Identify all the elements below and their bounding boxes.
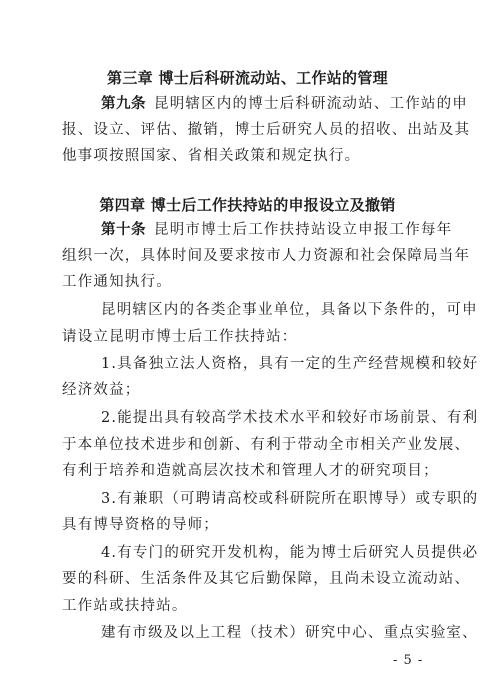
condition-1-line-2: 经济效益； — [62, 382, 141, 398]
condition-4-line-1: 4.有专门的研究开发机构，能为博士后研究人员提供必 — [101, 545, 479, 561]
condition-4-line-3: 工作站或扶持站。 — [62, 598, 188, 614]
condition-3-line-2: 具有博导资格的导师； — [62, 517, 219, 533]
chapter-3-heading: 第三章 博士后科研流动站、工作站的管理 — [107, 69, 388, 87]
condition-4-line-2: 要的科研、生活条件及其它后勤保障，且尚未设立流动站、 — [62, 571, 471, 587]
conditions-intro-line-2: 请设立昆明市博士后工作扶持站： — [62, 329, 298, 345]
article-10-line-3: 工作通知执行。 — [62, 274, 172, 290]
article-10-line-2: 组织一次，具体时间及要求按市人力资源和社会保障局当年 — [62, 248, 471, 264]
condition-2-line-3: 有利于培养和造就高层次技术和管理人才的研究项目； — [62, 463, 439, 479]
condition-2-line-1: 2.能提出具有较高学术技术水平和较好市场前景、有利 — [101, 410, 479, 426]
conditions-intro-line-1: 昆明辖区内的各类企事业单位，具备以下条件的，可申 — [101, 302, 478, 318]
condition-1-line-1: 1.具备独立法人资格，具有一定的生产经营规模和较好 — [101, 356, 479, 372]
article-9-first-line — [101, 94, 468, 114]
article-9-line-2: 报、设立、评估、撤销，博士后研究人员的招收、出站及其 — [62, 122, 471, 138]
article-9-line-3: 他事项按照国家、省相关政策和规定执行。 — [62, 148, 361, 164]
chapter-4-heading: 第四章 博士后工作扶持站的申报设立及撤销 — [99, 196, 396, 214]
closing-paragraph-line-1: 建有市级及以上工程（技术）研究中心、重点实验室、 — [101, 625, 478, 641]
article-9-text: 昆明辖区内的博士后科研流动站、工作站的申 — [154, 96, 468, 112]
page-number: - 5 - — [393, 653, 424, 668]
article-9-label: 第九条 — [101, 96, 146, 112]
article-10-label: 第十条 — [101, 222, 146, 238]
condition-2-line-2: 于本单位技术进步和创新、有利于带动全市相关产业发展、 — [62, 437, 471, 453]
article-10-first-line — [101, 220, 452, 240]
article-10-text: 昆明市博士后工作扶持站设立申报工作每年 — [154, 222, 453, 238]
condition-3-line-1: 3.有兼职（可聘请高校或科研院所在职博导）或专职的 — [101, 491, 479, 507]
